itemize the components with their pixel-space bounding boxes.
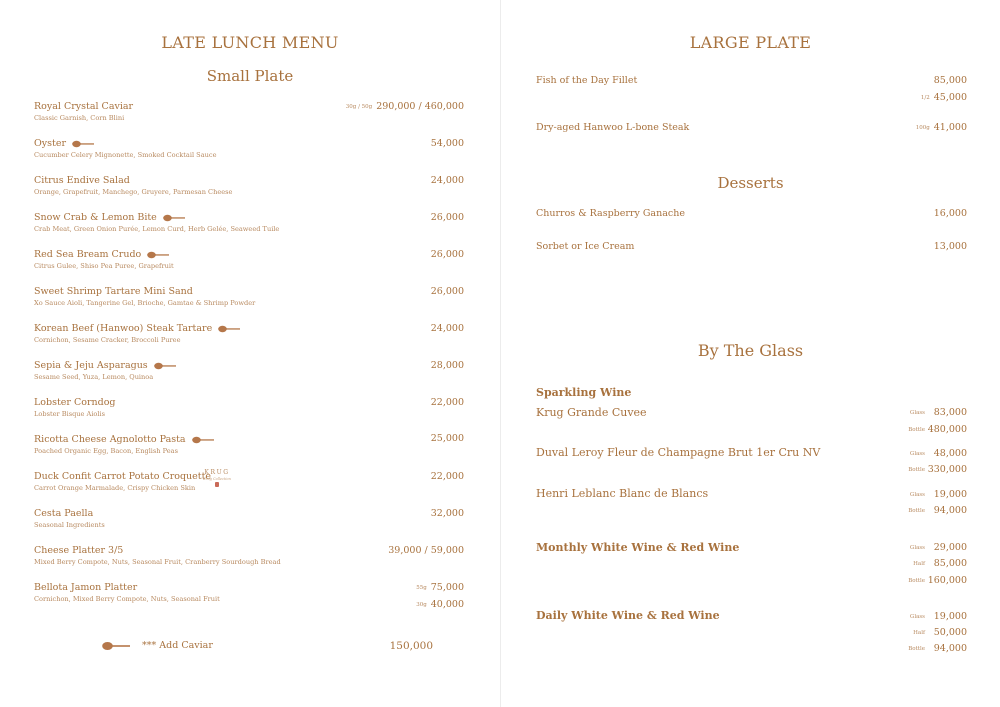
- item-name: Ricotta Cheese Agnolotto Pasta: [34, 434, 186, 445]
- item-price: 25,000: [430, 433, 464, 444]
- item-price-row: [916, 122, 967, 133]
- price-label: Bottle: [908, 578, 925, 584]
- item-name: Cesta Paella: [34, 508, 94, 519]
- price-label: Bottle: [908, 427, 925, 433]
- spoon-icon: [72, 140, 94, 148]
- item-price: 24,000: [430, 323, 464, 334]
- item-price-row: [416, 599, 464, 610]
- item-price: 26,000: [430, 249, 464, 260]
- item-price: 41,000: [933, 122, 967, 133]
- wine-price: 85,000: [933, 558, 967, 569]
- item-price: 39,000 / 59,000: [388, 545, 464, 556]
- wine-name: Henri Leblanc Blanc de Blancs: [536, 487, 709, 500]
- spoon-icon: [154, 362, 176, 370]
- item-unit: 55g: [416, 585, 427, 591]
- item-unit: 30g / 50g: [345, 104, 373, 110]
- menu-item: [34, 397, 116, 418]
- add-caviar-row: [102, 640, 213, 651]
- menu-item: [34, 101, 133, 122]
- item-name: Oyster: [34, 138, 67, 149]
- item-price: 290,000 / 460,000: [376, 101, 464, 112]
- wine-price: 29,000: [933, 542, 967, 553]
- krug-badge-brand: KRUG: [204, 469, 230, 476]
- price-label: Bottle: [908, 467, 925, 473]
- item-name: Sepia & Jeju Asparagus: [34, 360, 148, 371]
- menu-item: [34, 212, 279, 233]
- item-desc: Classic Garnish, Corn Blini: [34, 114, 125, 122]
- item-name: Korean Beef (Hanwoo) Steak Tartare: [34, 323, 213, 334]
- item-price: 22,000: [430, 397, 464, 408]
- menu-item: [34, 360, 176, 381]
- price-label: Glass: [909, 545, 925, 551]
- item-desc: Orange, Grapefruit, Manchego, Gruyere, Parmesan Cheese: [34, 188, 233, 196]
- menu-item: [536, 208, 685, 219]
- price-label: Bottle: [908, 646, 925, 652]
- item-price: 16,000: [933, 208, 967, 219]
- wine-price: 94,000: [933, 643, 967, 654]
- price-label: Glass: [909, 410, 925, 416]
- price-label: Glass: [909, 614, 925, 620]
- item-desc: Lobster Bisque Aiolis: [34, 410, 105, 418]
- wine-price: 94,000: [933, 505, 967, 516]
- item-price-row: [416, 582, 464, 593]
- item-price: 26,000: [430, 212, 464, 223]
- item-price: 22,000: [430, 471, 464, 482]
- menu-item: [34, 323, 240, 344]
- item-price: 75,000: [430, 582, 464, 593]
- wine-name: Monthly White Wine & Red Wine: [536, 541, 740, 554]
- item-price-row: [921, 92, 967, 103]
- menu-title: LATE LUNCH MENU: [161, 33, 339, 52]
- spoon-icon: [218, 325, 240, 333]
- wine-item: [536, 541, 739, 554]
- wine-item: [536, 446, 820, 459]
- menu-item: [34, 286, 255, 307]
- item-price: 40,000: [430, 599, 464, 610]
- item-desc: Cornichon, Mixed Berry Compote, Nuts, Seasonal Fruit: [34, 595, 220, 603]
- item-name: Fish of the Day Fillet: [536, 75, 638, 86]
- wine-price: 50,000: [933, 627, 967, 638]
- item-desc: Carrot Orange Marmalade, Crispy Chicken Skin: [34, 484, 196, 492]
- item-price: 28,000: [430, 360, 464, 371]
- spoon-icon: [147, 251, 169, 259]
- menu-item: [536, 75, 637, 86]
- item-desc: Seasonal Ingredients: [34, 521, 105, 529]
- item-desc: Mixed Berry Compote, Nuts, Seasonal Fruit, Cranberry Sourdough Bread: [34, 558, 281, 566]
- item-name: Bellota Jamon Platter: [34, 582, 138, 593]
- item-name: Sweet Shrimp Tartare Mini Sand: [34, 286, 193, 297]
- menu-item: [34, 508, 105, 529]
- wine-name: Krug Grande Cuvee: [536, 406, 647, 419]
- wine-price: 160,000: [927, 575, 967, 586]
- item-name: Red Sea Bream Crudo: [34, 249, 142, 260]
- item-unit: 100g: [915, 125, 930, 131]
- large-plate-title: LARGE PLATE: [689, 33, 812, 52]
- item-name: Royal Crystal Caviar: [34, 101, 134, 112]
- small-plate-heading: Small Plate: [206, 67, 294, 85]
- add-caviar-label: *** Add Caviar: [142, 640, 213, 651]
- spoon-icon: [163, 214, 185, 222]
- price-label: Glass: [909, 451, 925, 457]
- krug-badge-script: Krug Collection: [203, 477, 231, 481]
- wine-name: Daily White Wine & Red Wine: [536, 609, 720, 622]
- wine-price: 83,000: [933, 407, 967, 418]
- menu-item: [34, 138, 216, 159]
- menu-item: [536, 241, 634, 252]
- spoon-icon: [192, 436, 214, 444]
- item-price: 85,000: [933, 75, 967, 86]
- wine-price: 48,000: [933, 448, 967, 459]
- wine-item: [536, 487, 708, 500]
- item-name: Dry-aged Hanwoo L-bone Steak: [536, 122, 690, 133]
- price-label: Half: [913, 630, 925, 636]
- desserts-heading: Desserts: [717, 174, 784, 192]
- item-price: 45,000: [933, 92, 967, 103]
- menu-item: [34, 249, 174, 270]
- sparkling-heading: Sparkling Wine: [536, 386, 632, 399]
- item-desc: Citrus Gulee, Shiso Pea Puree, Grapefruit: [34, 262, 174, 270]
- wine-item: [536, 609, 720, 622]
- krug-badge-seal: [215, 482, 219, 487]
- menu-item: [34, 175, 232, 196]
- menu-item: [34, 545, 281, 566]
- item-price: 54,000: [430, 138, 464, 149]
- add-caviar-price: 150,000: [389, 640, 433, 652]
- item-price: 32,000: [430, 508, 464, 519]
- by-the-glass-heading: By The Glass: [697, 341, 804, 360]
- menu-item: [34, 434, 214, 455]
- wine-price: 19,000: [933, 489, 967, 500]
- item-name: Duck Confit Carrot Potato Croquette: [34, 471, 212, 482]
- item-name: Cheese Platter 3/5: [34, 545, 124, 556]
- item-desc: Cucumber Celery Mignonette, Smoked Cocktail Sauce: [34, 151, 217, 159]
- item-price: 26,000: [430, 286, 464, 297]
- spoon-icon: [102, 641, 130, 651]
- wine-price: 330,000: [927, 464, 967, 475]
- wine-price: 480,000: [927, 424, 967, 435]
- menu-item: [536, 122, 689, 133]
- item-price: 24,000: [430, 175, 464, 186]
- item-desc: Sesame Seed, Yuza, Lemon, Quinoa: [34, 373, 154, 381]
- wine-name: Duval Leroy Fleur de Champagne Brut 1er Cru NV: [536, 446, 821, 459]
- menu-item: [34, 471, 211, 492]
- krug-badge: [202, 469, 232, 495]
- wine-item: [536, 406, 647, 419]
- price-label: Bottle: [908, 508, 925, 514]
- item-name: Churros & Raspberry Ganache: [536, 208, 685, 219]
- item-price: 13,000: [933, 241, 967, 252]
- item-name: Citrus Endive Salad: [34, 175, 130, 186]
- item-desc: Cornichon, Sesame Cracker, Broccoli Puree: [34, 336, 181, 344]
- price-label: Half: [913, 561, 925, 567]
- wine-price: 19,000: [933, 611, 967, 622]
- item-desc: Poached Organic Egg, Bacon, English Peas: [34, 447, 178, 455]
- item-price-row: [346, 101, 464, 112]
- item-unit: 1/2: [920, 95, 930, 101]
- item-name: Lobster Corndog: [34, 397, 116, 408]
- item-name: Sorbet or Ice Cream: [536, 241, 635, 252]
- price-label: Glass: [909, 492, 925, 498]
- item-name: Snow Crab & Lemon Bite: [34, 212, 157, 223]
- item-desc: Crab Meat, Green Onion Purée, Lemon Curd, Herb Gelée, Seaweed Tuile: [34, 225, 280, 233]
- item-unit: 30g: [416, 602, 427, 608]
- menu-item: [34, 582, 220, 603]
- right-page: [500, 0, 1000, 707]
- item-desc: Xo Sauce Aioli, Tangerine Gel, Brioche, Gamtae & Shrimp Powder: [34, 299, 256, 307]
